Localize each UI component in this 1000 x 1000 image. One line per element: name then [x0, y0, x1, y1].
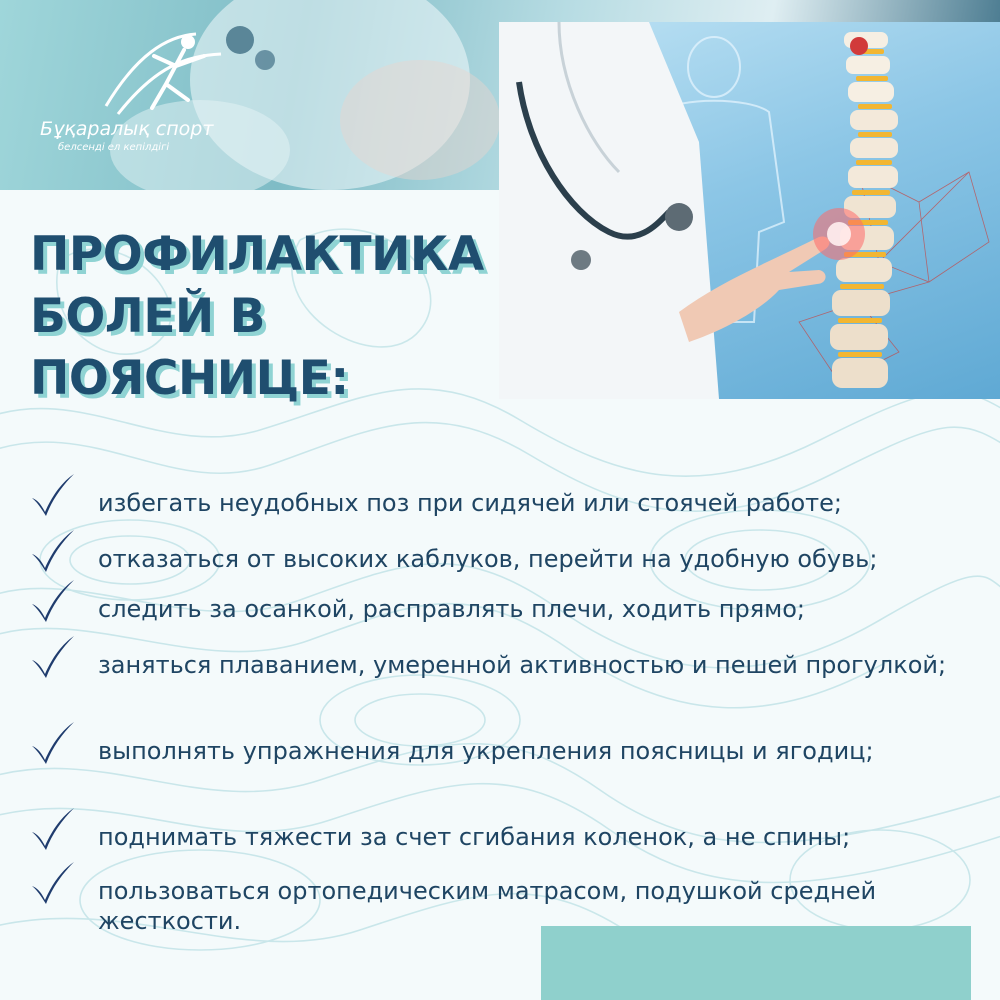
- tip-text: заняться плаванием, умеренной активностью и пешей прогулкой;: [98, 651, 947, 679]
- page-title-line-3: ПОЯСНИЦЕ:: [30, 351, 349, 406]
- tip-text: избегать неудобных поз при сидячей или стоячей работе;: [98, 489, 843, 517]
- list-item: [28, 526, 978, 576]
- list-item: [28, 576, 978, 632]
- page-title-line-2: БОЛЕЙ В: [30, 289, 265, 344]
- checkmark-icon: [28, 576, 98, 628]
- brand-tagline: белсенді ел кепілдігі: [58, 142, 170, 153]
- checkmark-icon: [28, 470, 98, 522]
- checkmark-icon: [28, 526, 98, 578]
- tip-text: пользоваться ортопедическим матрасом, подушкой средней жесткости.: [98, 877, 877, 935]
- athlete-figure-icon: [96, 26, 236, 118]
- tip-text: отказаться от высоких каблуков, перейти на удобную обувь;: [98, 545, 878, 573]
- list-item: [28, 804, 978, 858]
- tip-text: следить за осанкой, расправлять плечи, ходить прямо;: [98, 595, 806, 623]
- decorative-accent-block: [541, 926, 971, 1000]
- list-item: [28, 632, 978, 718]
- page-title: [30, 224, 490, 410]
- page-title-line-1: ПРОФИЛАКТИКА: [30, 227, 484, 282]
- checkmark-icon: [28, 718, 98, 770]
- brand-logo: [36, 26, 246, 176]
- doctor-spine-illustration: [499, 22, 1000, 399]
- prevention-tips-list: [28, 470, 978, 944]
- tip-text: поднимать тяжести за счет сгибания коленок, а не спины;: [98, 823, 851, 851]
- checkmark-icon: [28, 858, 98, 910]
- list-item: [28, 470, 978, 526]
- checkmark-icon: [28, 632, 98, 684]
- checkmark-icon: [28, 804, 98, 856]
- brand-name: Бұқаралық спорт: [40, 118, 214, 140]
- tip-text: выполнять упражнения для укрепления поясницы и ягодиц;: [98, 737, 874, 765]
- list-item: [28, 718, 978, 804]
